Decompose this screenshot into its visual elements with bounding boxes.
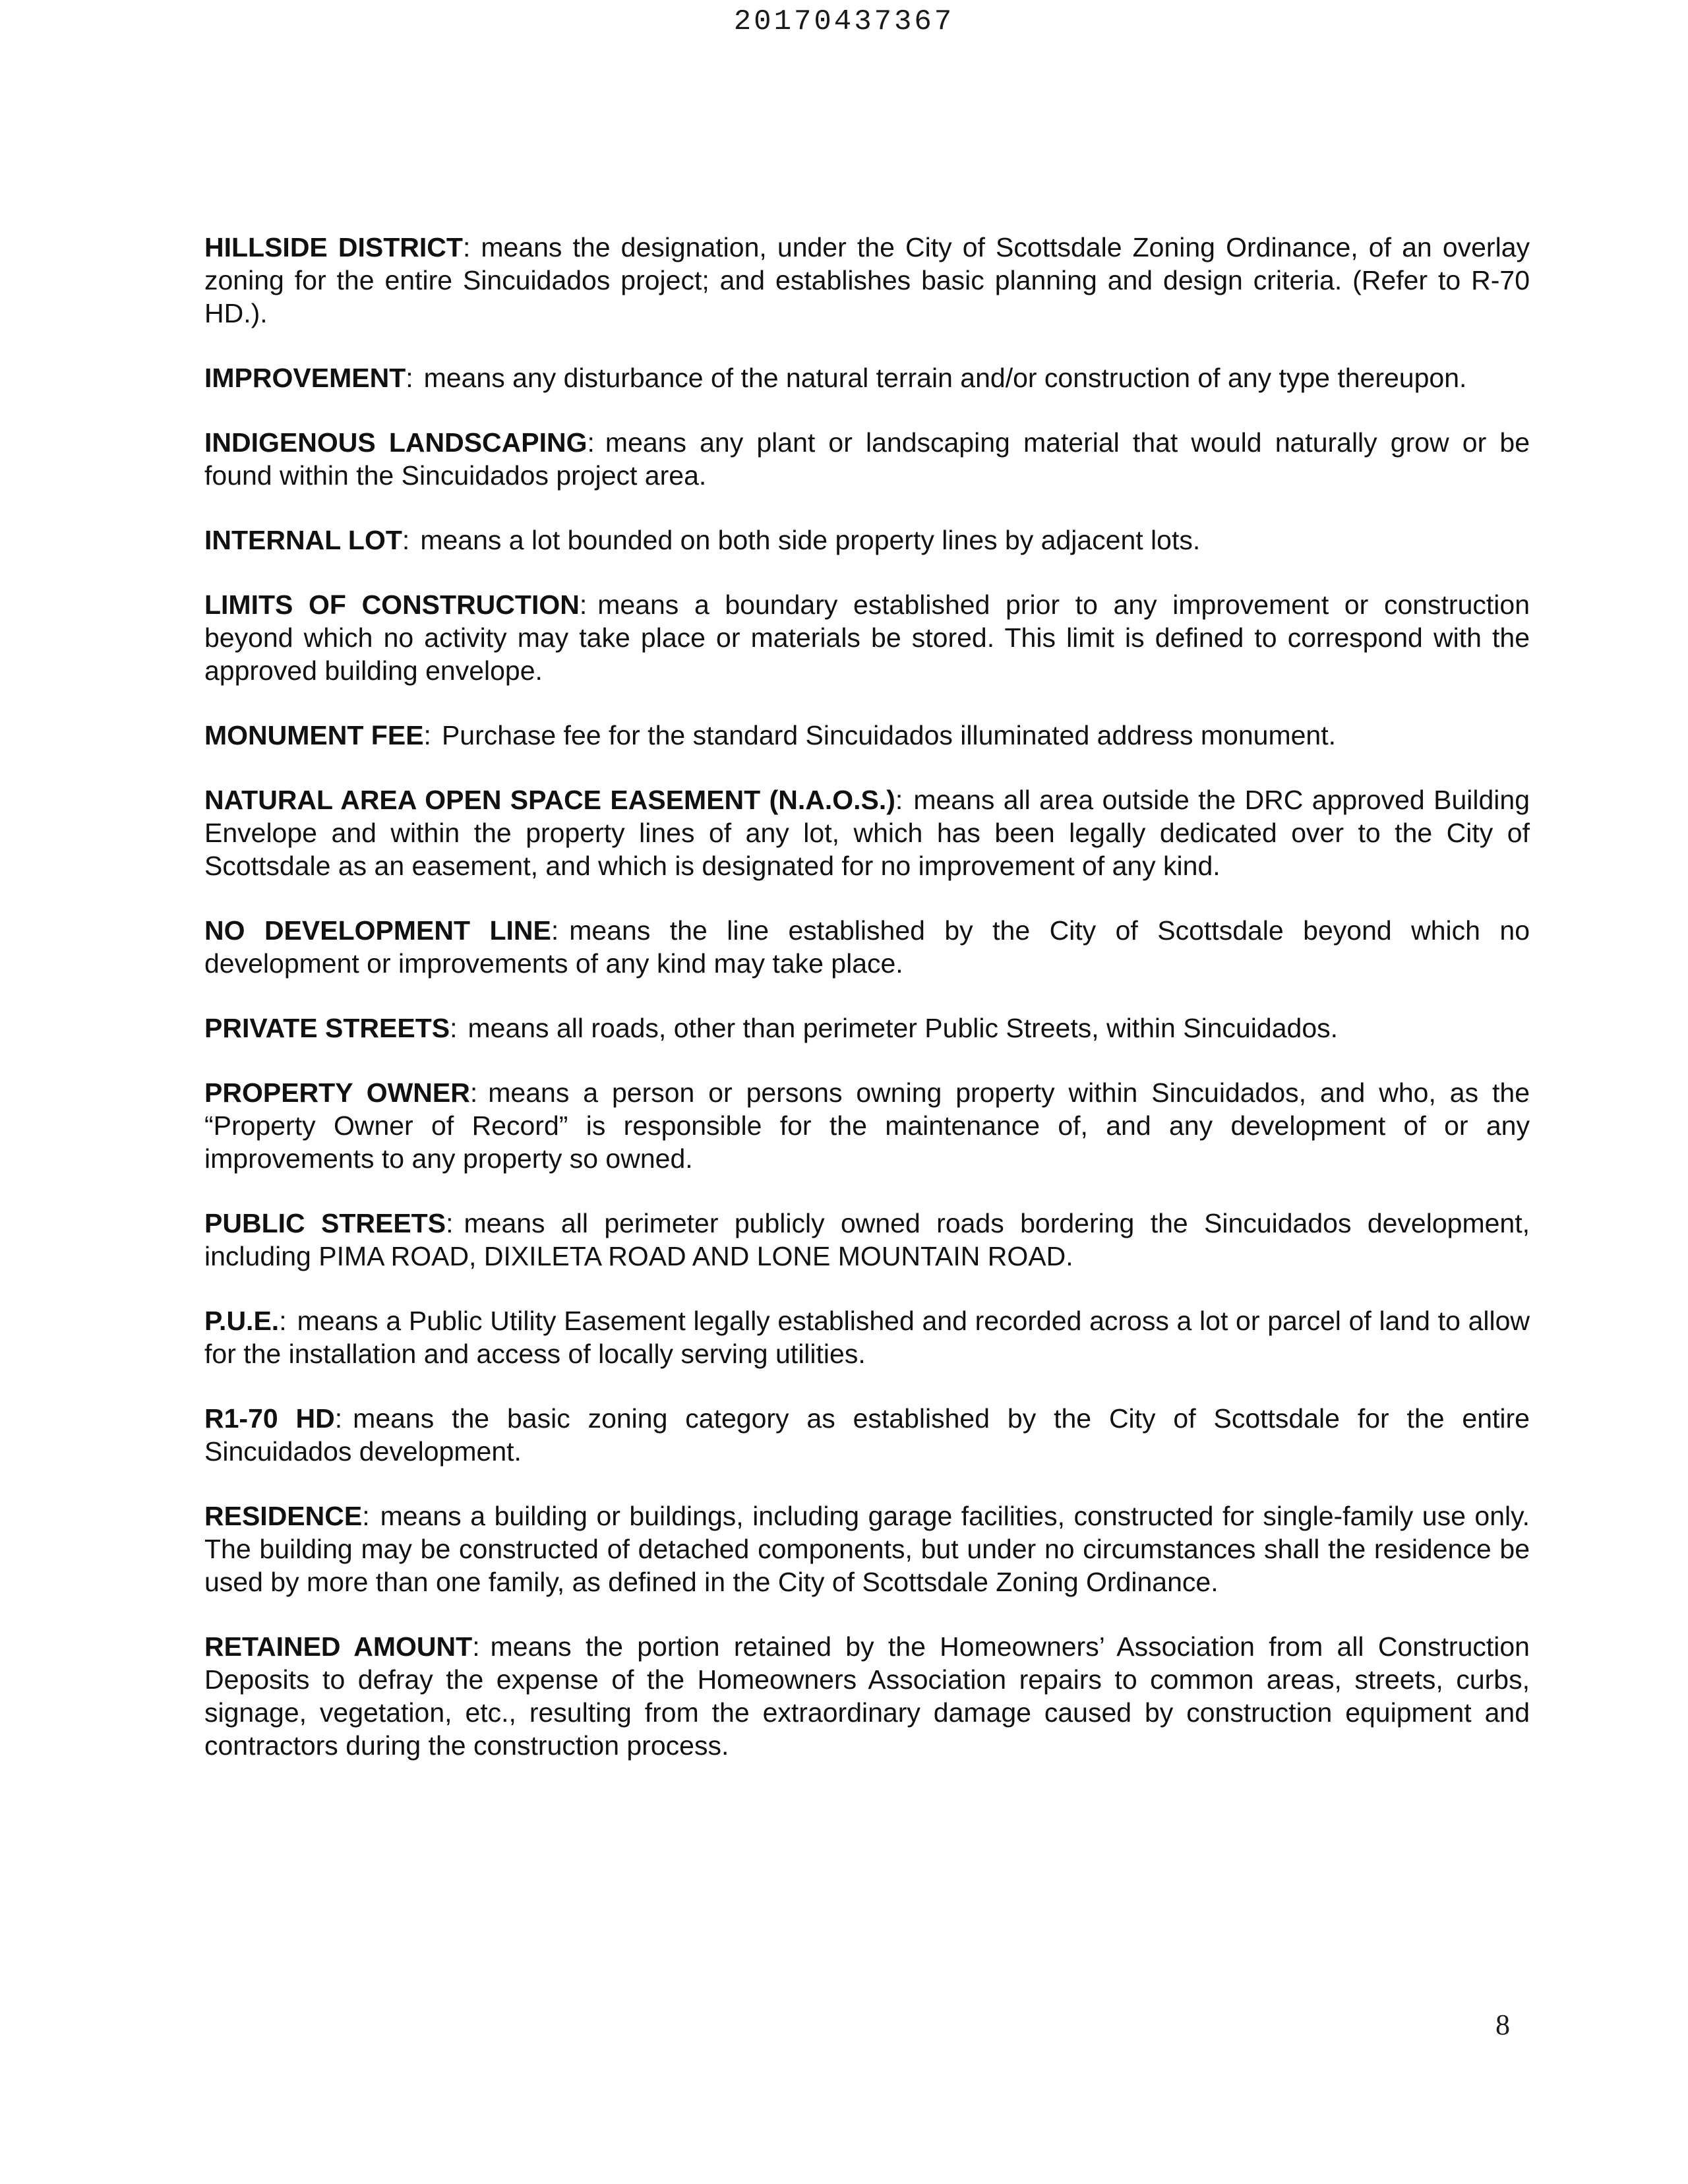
definition-text: Purchase fee for the standard Sincuidados illuminated address monument.	[441, 720, 1337, 750]
document-number: 20170437367	[733, 5, 955, 38]
definition-naos	[204, 783, 1530, 882]
term-colon: :	[334, 1403, 343, 1434]
definition-term: P.U.E.	[204, 1306, 280, 1336]
definition-term: INDIGENOUS LANDSCAPING	[204, 427, 588, 458]
definition-term: RESIDENCE	[204, 1501, 363, 1531]
term-colon: :	[469, 1077, 478, 1108]
definition-text: means a Public Utility Easement legally established and recorded across a lot or parcel of land to allow for the installation and access of locally serving utilities.	[204, 1306, 1530, 1369]
definition-term: NATURAL AREA OPEN SPACE EASEMENT (N.A.O.S.)	[204, 785, 895, 815]
definition-improvement	[204, 361, 1530, 394]
term-colon: :	[423, 720, 431, 750]
term-colon: :	[402, 525, 410, 555]
term-colon: :	[587, 427, 595, 458]
definition-retained-amount	[204, 1630, 1530, 1762]
definition-pue	[204, 1304, 1530, 1370]
term-colon: :	[551, 915, 559, 946]
definition-text: means the line established by the City of Scottsdale beyond which no development or improvements of any kind may take place.	[204, 915, 1530, 979]
term-colon: :	[406, 363, 413, 393]
definition-text: means any plant or landscaping material that would naturally grow or be found within the Sincuidados project area.	[204, 427, 1530, 491]
term-colon: :	[446, 1208, 454, 1238]
definition-private-streets	[204, 1012, 1530, 1045]
definition-term: LIMITS OF CONSTRUCTION	[204, 590, 580, 620]
definition-term: MONUMENT FEE	[204, 720, 424, 750]
term-colon: :	[895, 785, 903, 815]
definition-term: HILLSIDE DISTRICT	[204, 232, 463, 262]
definition-text: means all roads, other than perimeter Public Streets, within Sincuidados.	[467, 1013, 1339, 1043]
definition-no-development-line	[204, 914, 1530, 980]
definition-residence	[204, 1500, 1530, 1598]
definition-text: means a person or persons owning property within Sincuidados, and who, as the “Property Owner of Record” is responsible for the maintenance of, and any development of or any improvements to any property so owned.	[204, 1077, 1530, 1174]
term-colon: :	[279, 1306, 287, 1336]
definition-term: INTERNAL LOT	[204, 525, 402, 555]
definition-text: means a boundary established prior to any improvement or construction beyond which no activity may take place or materials be stored. This limit is defined to correspond with the approved building envelope.	[204, 590, 1530, 686]
definition-indigenous-landscaping	[204, 426, 1530, 492]
page-number: 8	[1495, 2009, 1510, 2041]
definition-term: NO DEVELOPMENT LINE	[204, 915, 551, 946]
definition-text: means a lot bounded on both side property lines by adjacent lots.	[420, 525, 1201, 555]
definition-internal-lot	[204, 524, 1530, 557]
definition-text: means all area outside the DRC approved Building Envelope and within the property lines of any lot, which has been legally dedicated over to the City of Scottsdale as an easement, and which is designated for no improvement of any kind.	[204, 785, 1530, 881]
term-colon: :	[462, 232, 471, 262]
definition-text: means all perimeter publicly owned roads bordering the Sincuidados development, including PIMA ROAD, DIXILETA ROAD AND LONE MOUNTAIN ROAD.	[204, 1208, 1530, 1271]
definition-term: RETAINED AMOUNT	[204, 1631, 473, 1662]
definition-public-streets	[204, 1207, 1530, 1273]
term-colon: :	[579, 590, 588, 620]
definition-term: PUBLIC STREETS	[204, 1208, 446, 1238]
term-colon: :	[472, 1631, 480, 1662]
definition-text: means the basic zoning category as established by the City of Scottsdale for the entire Sincuidados development.	[204, 1403, 1530, 1467]
definition-hillside-district	[204, 231, 1530, 330]
term-colon: :	[450, 1013, 458, 1043]
definitions-list	[204, 231, 1530, 1794]
definition-limits-of-construction	[204, 588, 1530, 687]
definition-term: PROPERTY OWNER	[204, 1077, 470, 1108]
definition-term: PRIVATE STREETS	[204, 1013, 450, 1043]
definition-r1-70-hd	[204, 1402, 1530, 1468]
definition-term: R1-70 HD	[204, 1403, 335, 1434]
definition-text: means the portion retained by the Homeowners’ Association from all Construction Deposits to defray the expense of the Homeowners Association repairs to common areas, streets, curbs, signage, vegetation, etc., resulting from the extraordinary damage caused by construction equipment and contractors during the construction process.	[204, 1631, 1530, 1761]
definition-text: means a building or buildings, including garage facilities, constructed for single-family use only. The building may be constructed of detached components, but under no circumstances shall the residence be used by more than one family, as defined in the City of Scottsdale Zoning Ordinance.	[204, 1501, 1530, 1597]
definition-property-owner	[204, 1076, 1530, 1175]
definition-text: means any disturbance of the natural terrain and/or construction of any type thereupon.	[423, 363, 1467, 393]
term-colon: :	[362, 1501, 370, 1531]
definition-term: IMPROVEMENT	[204, 363, 406, 393]
definition-text: means the designation, under the City of Scottsdale Zoning Ordinance, of an overlay zoning for the entire Sincuidados project; and establishes basic planning and design criteria. (Refer to R-70 HD.).	[204, 232, 1530, 328]
definition-monument-fee	[204, 719, 1530, 752]
